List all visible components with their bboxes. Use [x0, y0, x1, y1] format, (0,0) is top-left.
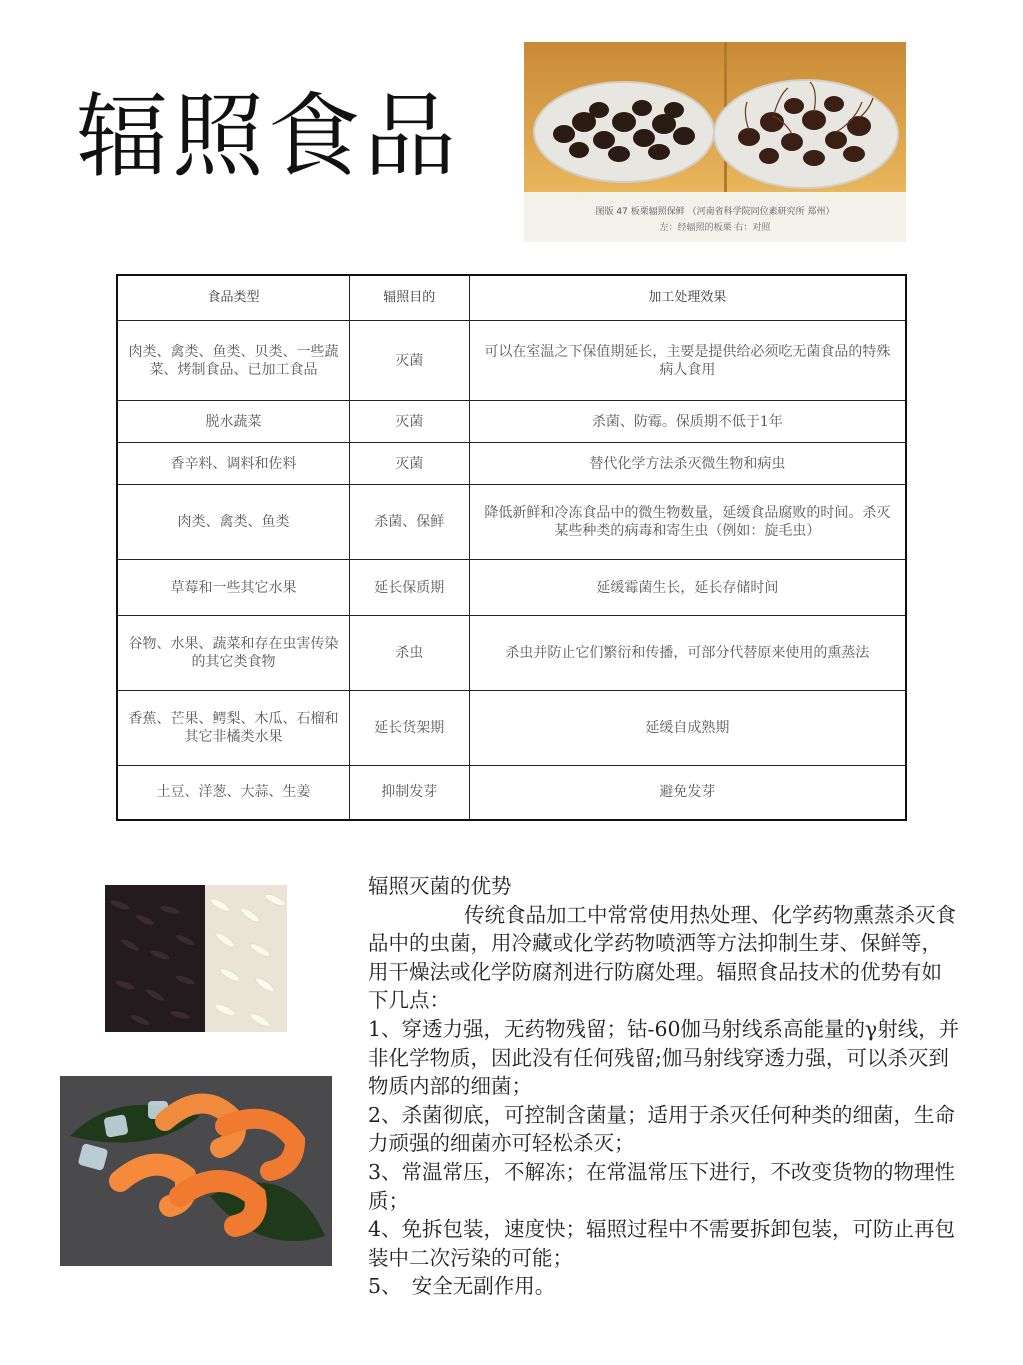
- table-row: [117, 616, 906, 691]
- table-row: [117, 443, 906, 485]
- chestnut-photo: [524, 42, 906, 242]
- table-header-row: [117, 275, 906, 321]
- cell-effect: 可以在室温之下保值期延长，主要是提供给必须吃无菌食品的特殊病人食用: [469, 321, 906, 401]
- photo-caption: 图版 47 板栗辐照保鲜 （河南省科学院同位素研究所 郑州）: [595, 207, 835, 217]
- photo-caption-area: [524, 192, 906, 242]
- table-row: [117, 691, 906, 766]
- cell-food-type: 草莓和一些其它水果: [117, 560, 349, 616]
- cell-food-type: 肉类、禽类、鱼类、贝类、一些蔬菜、烤制食品、已加工食品: [117, 321, 349, 401]
- advantage-point: 2、杀菌彻底，可控制含菌量；适用于杀灭任何种类的细菌，生命力顽强的细菌亦可轻松杀灭；: [368, 1102, 956, 1156]
- cell-purpose: 延长保质期: [349, 560, 469, 616]
- advantage-point: 4、免拆包装，速度快；辐照过程中不需要拆卸包装，可防止再包装中二次污染的可能；: [368, 1217, 956, 1270]
- shrimp-photo: [60, 1076, 332, 1266]
- table-row: [117, 401, 906, 443]
- advantage-point: 5、 安全无副作用。: [368, 1274, 556, 1299]
- cell-food-type: 肉类、禽类、鱼类: [117, 485, 349, 560]
- header-purpose: 辐照目的: [349, 275, 469, 321]
- cell-purpose: 灭菌: [349, 321, 469, 401]
- advantage-point: 3、常温常压，不解冻；在常温常压下进行，不改变货物的物理性质；: [368, 1159, 956, 1213]
- cell-effect: 杀虫并防止它们繁衍和传播，可部分代替原来使用的熏蒸法: [469, 616, 906, 691]
- cell-food-type: 脱水蔬菜: [117, 401, 349, 443]
- cell-purpose: 杀菌、保鲜: [349, 485, 469, 560]
- table-row: [117, 485, 906, 560]
- cell-effect: 延缓霉菌生长，延长存储时间: [469, 560, 906, 616]
- cell-purpose: 杀虫: [349, 616, 469, 691]
- cell-effect: 避免发芽: [469, 766, 906, 820]
- cell-effect: 降低新鲜和冷冻食品中的微生物数量，延缓食品腐败的时间。杀灭某些种类的病毒和寄生虫（例如：旋毛虫）: [469, 485, 906, 560]
- photo-subcaption: 左：经辐照的板栗 右：对照: [659, 223, 771, 233]
- cell-food-type: 香蕉、芒果、鳄梨、木瓜、石榴和其它非橘类水果: [117, 691, 349, 766]
- table-row: [117, 321, 906, 401]
- intro-paragraph: 传统食品加工中常常使用热处理、化学药物熏蒸杀灭食品中的虫菌，用冷藏或化学药物喷洒等方法抑制生芽、保鲜等，用干燥法或化学防腐剂进行防腐处理。辐照食品技术的优势有如下几点：: [368, 902, 956, 1013]
- cell-effect: 替代化学方法杀灭微生物和病虫: [469, 443, 906, 485]
- cell-purpose: 延长货架期: [349, 691, 469, 766]
- cell-food-type: 谷物、水果、蔬菜和存在虫害传染的其它类食物: [117, 616, 349, 691]
- section-heading: 辐照灭菌的优势: [368, 874, 512, 898]
- advantages-section: [368, 872, 962, 1301]
- cell-purpose: 灭菌: [349, 401, 469, 443]
- table-row: [117, 560, 906, 616]
- cell-effect: 延缓自成熟期: [469, 691, 906, 766]
- advantage-point: 1、穿透力强，无药物残留；钴-60伽马射线系高能量的γ射线，并非化学物质，因此没有任何残留;伽马射线穿透力强，可以杀灭到物质内部的细菌；: [368, 1016, 960, 1099]
- cell-purpose: 抑制发芽: [349, 766, 469, 820]
- cell-effect: 杀菌、防霉。保质期不低于1年: [469, 401, 906, 443]
- chestnut-plates-image: [524, 42, 906, 192]
- header-effect: 加工处理效果: [469, 275, 906, 321]
- page-title: 辐照食品: [76, 83, 461, 190]
- irradiation-table: [116, 274, 907, 821]
- header-food-type: 食品类型: [117, 275, 349, 321]
- cell-food-type: 土豆、洋葱、大蒜、生姜: [117, 766, 349, 820]
- cell-food-type: 香辛料、调料和佐料: [117, 443, 349, 485]
- cell-purpose: 灭菌: [349, 443, 469, 485]
- table-row: [117, 766, 906, 820]
- rice-photo: [105, 885, 287, 1032]
